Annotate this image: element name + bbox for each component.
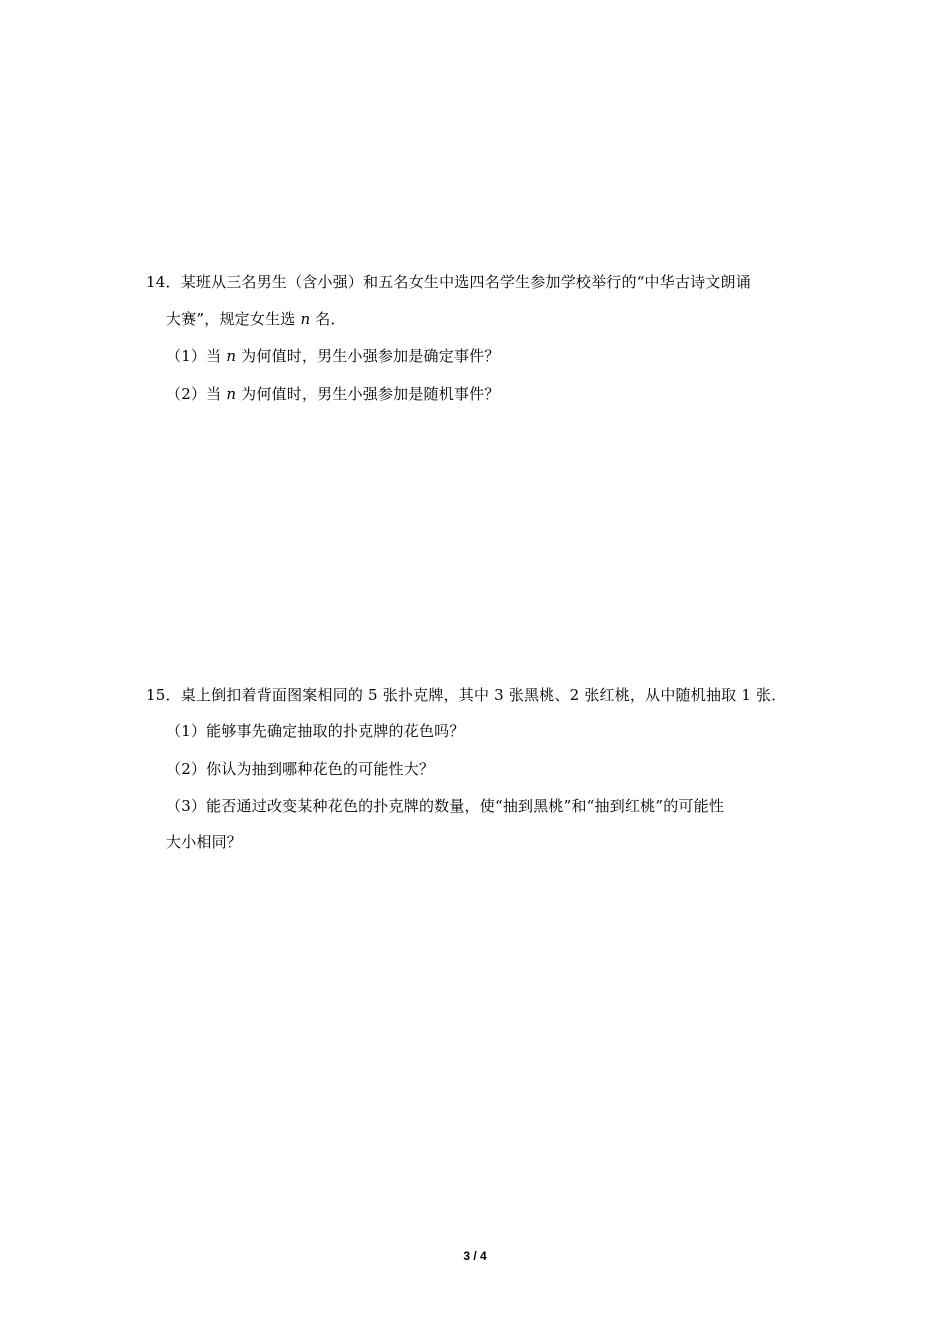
question-14-part-1 (166, 346, 500, 366)
question-15-part-3-continued: 大小相同？ (166, 833, 243, 851)
question-15-stem (146, 685, 786, 705)
question-14-text-cont: 大赛”，规定女生选 (166, 310, 301, 328)
variable-n: n (226, 347, 237, 365)
part-text: 为何值时，男生小强参加是确定事件？ (236, 347, 500, 365)
question-15-number: 15． (146, 686, 181, 704)
question-14-text: 某班从三名男生（含小强）和五名女生中选四名学生参加学校举行的“中华古诗文朗诵 (180, 273, 751, 291)
page-number: 3 / 4 (463, 1249, 487, 1263)
question-15-part-2: （2）你认为抽到哪种花色的可能性大？ (166, 760, 435, 778)
question-15-text: 桌上倒扣着背面图案相同的 5 张扑克牌，其中 3 张黑桃、2 张红桃，从中随机抽取 1 张． (180, 686, 787, 704)
question-14-stem-continued (166, 309, 346, 329)
part-label: （2）当 (166, 385, 227, 403)
part-text: 为何值时，男生小强参加是随机事件？ (236, 385, 500, 403)
variable-n: n (300, 310, 311, 328)
variable-n: n (226, 385, 237, 403)
question-14-stem (146, 272, 751, 292)
question-14-text-end: 名． (310, 310, 346, 328)
question-14-number: 14． (146, 273, 181, 291)
question-15-part-1: （1）能够事先确定抽取的扑克牌的花色吗？ (166, 722, 465, 740)
question-15-part-3: （3）能否通过改变某种花色的扑克牌的数量，使“抽到黑桃”和“抽到红桃”的可能性 (166, 797, 725, 815)
question-14-part-2 (166, 384, 500, 404)
part-label: （1）当 (166, 347, 227, 365)
